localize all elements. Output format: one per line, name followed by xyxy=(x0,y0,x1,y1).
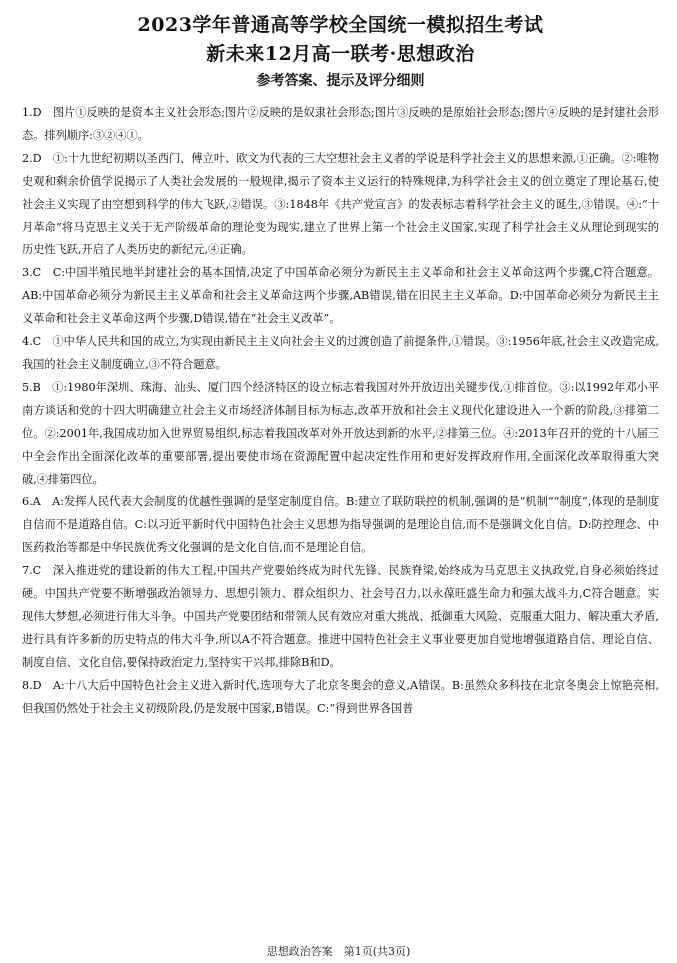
page-footer: 思想政治答案 第1页(共3页) xyxy=(266,945,411,958)
answer-item-5: 5.B ①:1980年深圳、珠海、汕头、厦门四个经济特区的设立标志着我国对外开放迈出关键步伐,①排首位。③:以1992年邓小平南方谈话和党的十四大明确建立社会主义市场经济体制目标为标志,改革开放和社会主义现代化建设进入一个新的阶段,③排第二位。②:2001年,我国成功加入世界贸易组织,标志着我国改革对外开放达到新的水平,②排第三位。④:2013年召开的党的十八届三中全会作出全面深化改革的重要部署,提出要使市场在资源配置中起决定性作用和更好发挥政府作用,全面深化改革取得重大突破,④排第四位。 xyxy=(22,380,659,486)
answer-item-7: 7.C 深入推进党的建设新的伟大工程,中国共产党要始终成为时代先锋、民族脊梁,始终成为马克思主义执政党,自身必须始终过硬。中国共产党要不断增强政治领导力、思想引领力、群众组织力、社会号召力,以永葆旺盛生命力和强大战斗力,C符合题意。实现伟大梦想,必须进行伟大斗争。中国共产党要团结和带领人民有效应对重大挑战、抵御重大风险、克服重大阻力、解决重大矛盾,进行具有许多新的历史特点的伟大斗争,所以A不符合题意。推进中国特色社会主义事业要更加自觉地增强道路自信、理论自信、制度自信、文化自信,要保持政治定力,坚持实干兴邦,排除B和D。 xyxy=(22,564,659,669)
answer-list xyxy=(22,102,659,720)
answer-item-6: 6.A A:发挥人民代表大会制度的优越性强调的是坚定制度自信。B:建立了联防联控的机制,强调的是“机制”“制度”,体现的是制度自信而不是道路自信。C:以习近平新时代中国特色社会主义思想为指导强调的是理论自信,而不是强调文化自信。D:防控理念、中医药救治等都是中华民族优秀文化强调的是文化自信,而不是理论自信。 xyxy=(22,495,659,555)
answer-item-8: 8.D A:十八大后中国特色社会主义进入新时代,选项夸大了北京冬奥会的意义,A错误。B:虽然众多科技在北京冬奥会上惊艳亮相,但我国仍然处于社会主义初级阶段,仍是发展中国家,B错误。C:“得到世界各国普 xyxy=(22,678,659,715)
answer-item-4: 4.C ①中华人民共和国的成立,为实现由新民主主义向社会主义的过渡创造了前提条件,①错误。③:1956年底,社会主义改造完成,我国的社会主义制度确立,③不符合题意。 xyxy=(22,335,659,371)
answer-key-heading: 参考答案、提示及评分细则 xyxy=(256,73,425,89)
answer-item-1: 1.D 图片①反映的是资本主义社会形态;图片②反映的是奴隶社会形态;图片③反映的是原始社会形态;图片④反映的是封建社会形态。排列顺序:③②④①。 xyxy=(22,106,659,142)
answer-item-3: 3.C C:中国半殖民地半封建社会的基本国情,决定了中国革命必须分为新民主主义革命和社会主义革命这两个步骤,C符合题意。AB:中国革命必须分为新民主主义革命和社会主义革命这两个步骤,AB错误,错在旧民主主义革命。D:中国革命必须分为新民主主义革命和社会主义革命这两个步骤,D错误,错在“社会主义改革”。 xyxy=(22,266,659,326)
answer-item-2: 2.D ①:十九世纪初期以圣西门、傅立叶、欧文为代表的三大空想社会主义者的学说是科学社会主义的思想来源,①正确。②:唯物史观和剩余价值学说揭示了人类社会发展的一般规律,揭示了资本主义运行的特殊规律,为科学社会主义的创立奠定了理论基石,使社会主义实现了由空想到科学的伟大飞跃,②错误。③:1848年《共产党宣言》的发表标志着科学社会主义的诞生,③错误。④:“十月革命”将马克思主义关于无产阶级革命的理论变为现实,建立了世界上第一个社会主义国家,实现了科学社会主义从理论到现实的历史性飞跃,开启了人类历史的新纪元,④正确。 xyxy=(22,151,659,257)
exam-title: 2023学年普通高等学校全国统一模拟招生考试 xyxy=(137,14,544,36)
exam-subtitle: 新未来12月高一联考·思想政治 xyxy=(206,43,475,65)
